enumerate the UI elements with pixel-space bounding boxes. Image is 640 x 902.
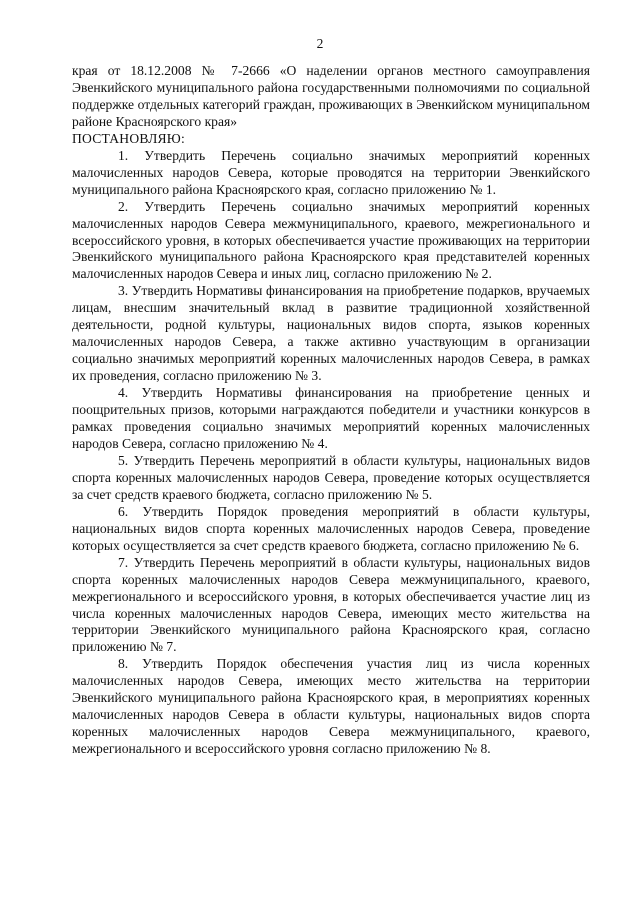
item-4: 4. Утвердить Нормативы финансирования на приобретение ценных и поощрительных призов, которыми награждаются победители и участники конкурсов в рамках проведения социально значимых мероприятий коренных малочисленных народов Севера, согласно приложению № 4. xyxy=(72,385,590,451)
item-3: 3. Утвердить Нормативы финансирования на приобретение подарков, вручаемых лицам, внесшим значительный вклад в развитие традиционной хозяйственной деятельности, родной культуры, национальных видов спорта, языков коренных малочисленных народов Севера, а также активно участвующим в организации социально значимых мероприятий коренных малочисленных народов Севера, в рамках их проведения, согласно приложению № 3. xyxy=(72,283,590,384)
item-8: 8. Утвердить Порядок обеспечения участия лиц из числа коренных малочисленных народов Севера, имеющих место жительства на территории Эвенкийского муниципального района Красноярского края, в мероприятиях коренных малочисленных народов Севера в области культуры, национальных видов спорта коренных малочисленных народов Севера межмуниципального, краевого, межрегионального и всероссийского уровня согласно приложению № 8. xyxy=(72,656,590,757)
item-2: 2. Утвердить Перечень социально значимых мероприятий коренных малочисленных народов Севера межмуниципального, краевого, межрегионального и всероссийского уровня, в которых обеспечивается участие проживающих на территории Эвенкийского муниципального района Красноярского края представителей коренных малочисленных народов Севера и иных лиц, согласно приложению № 2. xyxy=(72,198,590,282)
decree-heading: ПОСТАНОВЛЯЮ: xyxy=(72,130,185,146)
item-7: 7. Утвердить Перечень мероприятий в области культуры, национальных видов спорта коренных малочисленных народов Севера межмуниципального, краевого, межрегионального и всероссийского уровня, в которых обеспечивается участие лиц из числа коренных малочисленных народов Севера, имеющих место жительства на территории Эвенкийского муниципального района Красноярского края, согласно приложению № 7. xyxy=(72,554,590,655)
intro-paragraph: края от 18.12.2008 № 7-2666 «О наделении органов местного самоуправления Эвенкийского муниципального района государственными полномочиями по социальной поддержке отдельных категорий граждан, проживающих в Эвенкийском муниципальном районе Красноярского края» xyxy=(72,63,590,129)
item-5: 5. Утвердить Перечень мероприятий в области культуры, национальных видов спорта коренных малочисленных народов Севера, проведение которых осуществляется за счет средств краевого бюджета, согласно приложению № 5. xyxy=(72,452,590,502)
document-body xyxy=(72,63,590,758)
page-number: 2 xyxy=(316,36,324,51)
item-6: 6. Утвердить Порядок проведения мероприятий в области культуры, национальных видов спорта коренных малочисленных народов Севера, проведение которых осуществляется за счет средств краевого бюджета, согласно приложению № 6. xyxy=(72,503,590,553)
item-1: 1. Утвердить Перечень социально значимых мероприятий коренных малочисленных народов Севера, которые проводятся на территории Эвенкийского муниципального района Красноярского края, согласно приложению № 1. xyxy=(72,147,590,197)
